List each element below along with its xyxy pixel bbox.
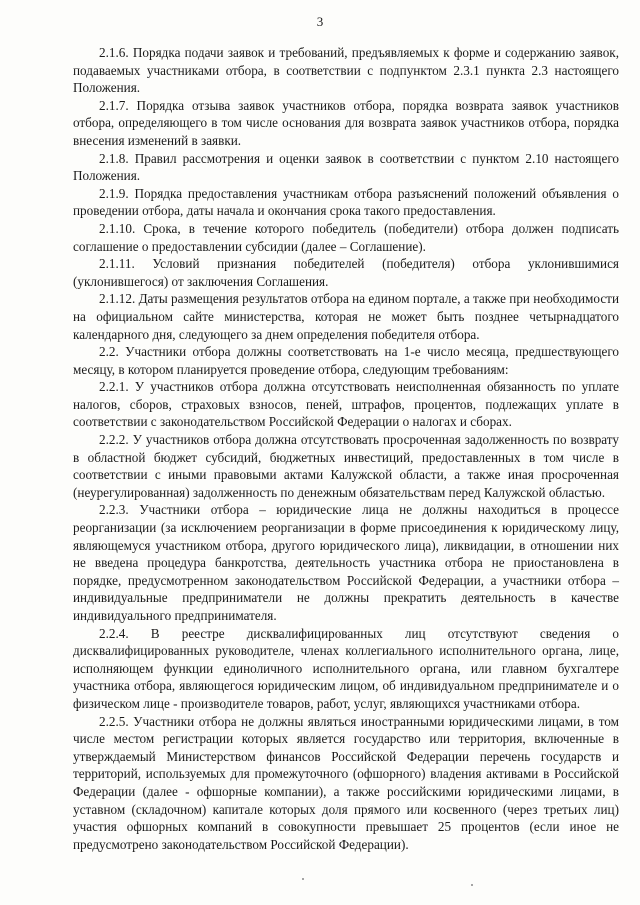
paragraph-2-2-5: 2.2.5. Участники отбора не должны являться иностранными юридическими лицами, в том числе местом регистрации которых является государство или территория, включенные в утверждаемый Министерством финансов Российской Федерации перечень государств и территорий, используемых для промежуточного (офшорного) владения активами в Российской Федерации (далее - офшорные компании), а также российскими юридическими лицами, в уставном (складочном) капитале которых доля прямого или косвенного (через третьих лиц) участия офшорных компаний в совокупности превышает 25 процентов (если иное не предусмотрено законодательством Российской Федерации). (73, 713, 619, 852)
scan-speck (471, 884, 473, 886)
paragraph-2-2-1: 2.2.1. У участников отбора должна отсутствовать неисполненная обязанность по уплате налогов, сборов, страховых взносов, пеней, штрафов, процентов, подлежащих уплате в соответствии с законодательством Российской Федерации о налогах и сборах. (73, 379, 619, 430)
paragraph-2-1-6: 2.1.6. Порядка подачи заявок и требований, предъявляемых к форме и содержанию заявок, подаваемых участниками отбора, в соответствии с подпунктом 2.3.1 пункта 2.3 настоящего Положения. (73, 45, 619, 96)
paragraph-2-2-4: 2.2.4. В реестре дисквалифицированных лиц отсутствуют сведения о дисквалифицированных руководителе, членах коллегиального исполнительного органа, лице, исполняющем функции единоличного исполнительного органа, или главном бухгалтере участника отбора, являющегося юридическим лицом, об индивидуальном предпринимателе и о физическом лице - производителе товаров, работ, услуг, являющихся участниками отбора. (73, 625, 619, 711)
page-number: 3 (316, 14, 324, 29)
document-body (73, 44, 619, 853)
paragraph-2-1-12: 2.1.12. Даты размещения результатов отбора на едином портале, а также при необходимости на официальном сайте министерства, которая не может быть позднее четырнадцатого календарного дня, следующего за днем определения победителя отбора. (73, 291, 620, 342)
paragraph-2-2-2: 2.2.2. У участников отбора должна отсутствовать просроченная задолженность по возврату в областной бюджет субсидий, бюджетных инвестиций, предоставленных в том числе в соответствии с иными правовыми актами Калужской области, а также иная просроченная (неурегулированная) задолженность по денежным обязательствам перед Калужской областью. (73, 432, 619, 500)
paragraph-2-1-7: 2.1.7. Порядка отзыва заявок участников отбора, порядка возврата заявок участников отбора, определяющего в том числе основания для возврата заявок участников отбора, порядка внесения изменений в заявки. (73, 97, 619, 148)
paragraph-2-1-10: 2.1.10. Срока, в течение которого победитель (победители) отбора должен подписать соглашение о предоставлении субсидии (далее – Соглашение). (73, 220, 619, 254)
paragraph-2-1-11: 2.1.11. Условий признания победителей (победителя) отбора уклонившимися (уклонившегося) от заключения Соглашения. (73, 256, 619, 289)
paragraph-2-2-3: 2.2.3. Участники отбора – юридические лица не должны находиться в процессе реорганизации (за исключением реорганизации в форме присоединения к юридическому лицу, являющемуся участником отбора, другого юридического лица), ликвидации, в отношении них не введена процедура банкротства, деятельность участника отбора не приостановлена в порядке, предусмотренном законодательством Российской Федерации, а участники отбора – индивидуальные предприниматели не должны прекратить деятельность в качестве индивидуального предпринимателя. (73, 502, 619, 623)
paragraph-2-1-8: 2.1.8. Правил рассмотрения и оценки заявок в соответствии с пунктом 2.10 настоящего Положения. (73, 150, 619, 184)
paragraph-2-1-9: 2.1.9. Порядка предоставления участникам отбора разъяснений положений объявления о проведении отбора, даты начала и окончания срока такого предоставления. (73, 185, 619, 219)
paragraph-2-2: 2.2. Участники отбора должны соответствовать на 1-е число месяца, предшествующего месяцу, в котором планируется проведение отбора, следующим требованиям: (73, 344, 619, 377)
scan-speck (302, 878, 304, 880)
